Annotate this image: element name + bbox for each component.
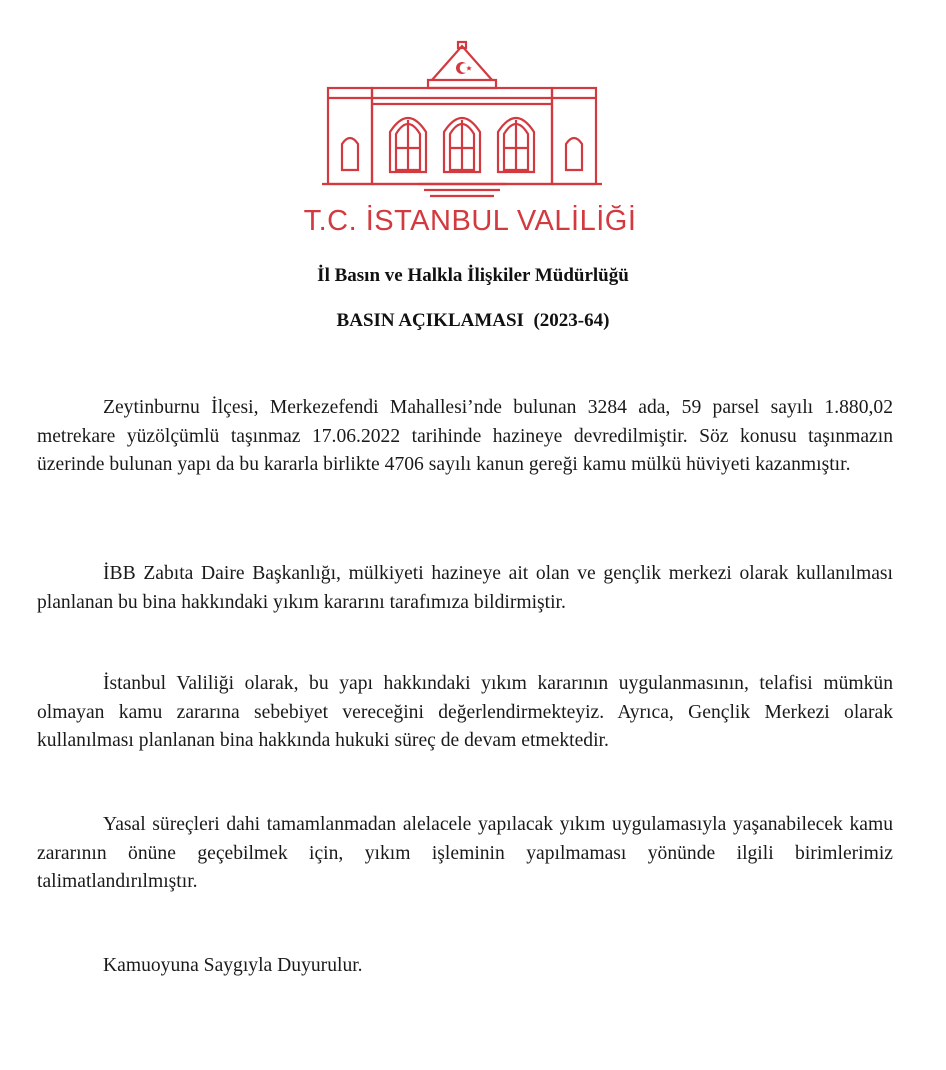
department-heading: İl Basın ve Halkla İlişkiler Müdürlüğü [317,265,629,286]
paragraph-1: Zeytinburnu İlçesi, Merkezefendi Mahallesi’nde bulunan 3284 ada, 59 parsel sayılı 1.880,02 metrekare yüzölçümlü taşınmaz 17.06.2022 tarihinde hazineye devredilmiştir. Söz konusu taşınmazın üzerinde bulunan yapı da bu kararla birlikte 4706 sayılı kanun gereği kamu mülkü hüviyeti kazanmıştır. [37,397,893,475]
closing-line: Kamuoyuna Saygıyla Duyurulur. [103,955,363,976]
press-release-title: BASIN AÇIKLAMASI (2023-64) [336,310,610,331]
paragraph-2: İBB Zabıta Daire Başkanlığı, mülkiyeti hazineye ait olan ve gençlik merkezi olarak kullanılması planlanan bu bina hakkındaki yıkım kararını tarafımıza bildirmiştir. [37,563,893,613]
paragraph-4: Yasal süreçleri dahi tamamlanmadan alelacele yapılacak yıkım uygulamasıyla yaşanabilecek kamu zararının önüne geçebilmek için, yıkım işleminin yapılmaması yönünde ilgili birimlerimiz talimatlandırılmıştır. [37,814,893,892]
governorship-building-logo [322,40,602,200]
organization-name: T.C. İSTANBUL VALİLİĞİ [303,205,637,237]
paragraph-3: İstanbul Valiliği olarak, bu yapı hakkındaki yıkım kararının uygulanmasının, telafisi mümkün olmayan kamu zararına sebebiyet vereceğini değerlendirmekteyiz. Ayrıca, Gençlik Merkezi olarak kullanılması planlanan bina hakkında hukuki süreç de devam etmektedir. [37,673,893,751]
